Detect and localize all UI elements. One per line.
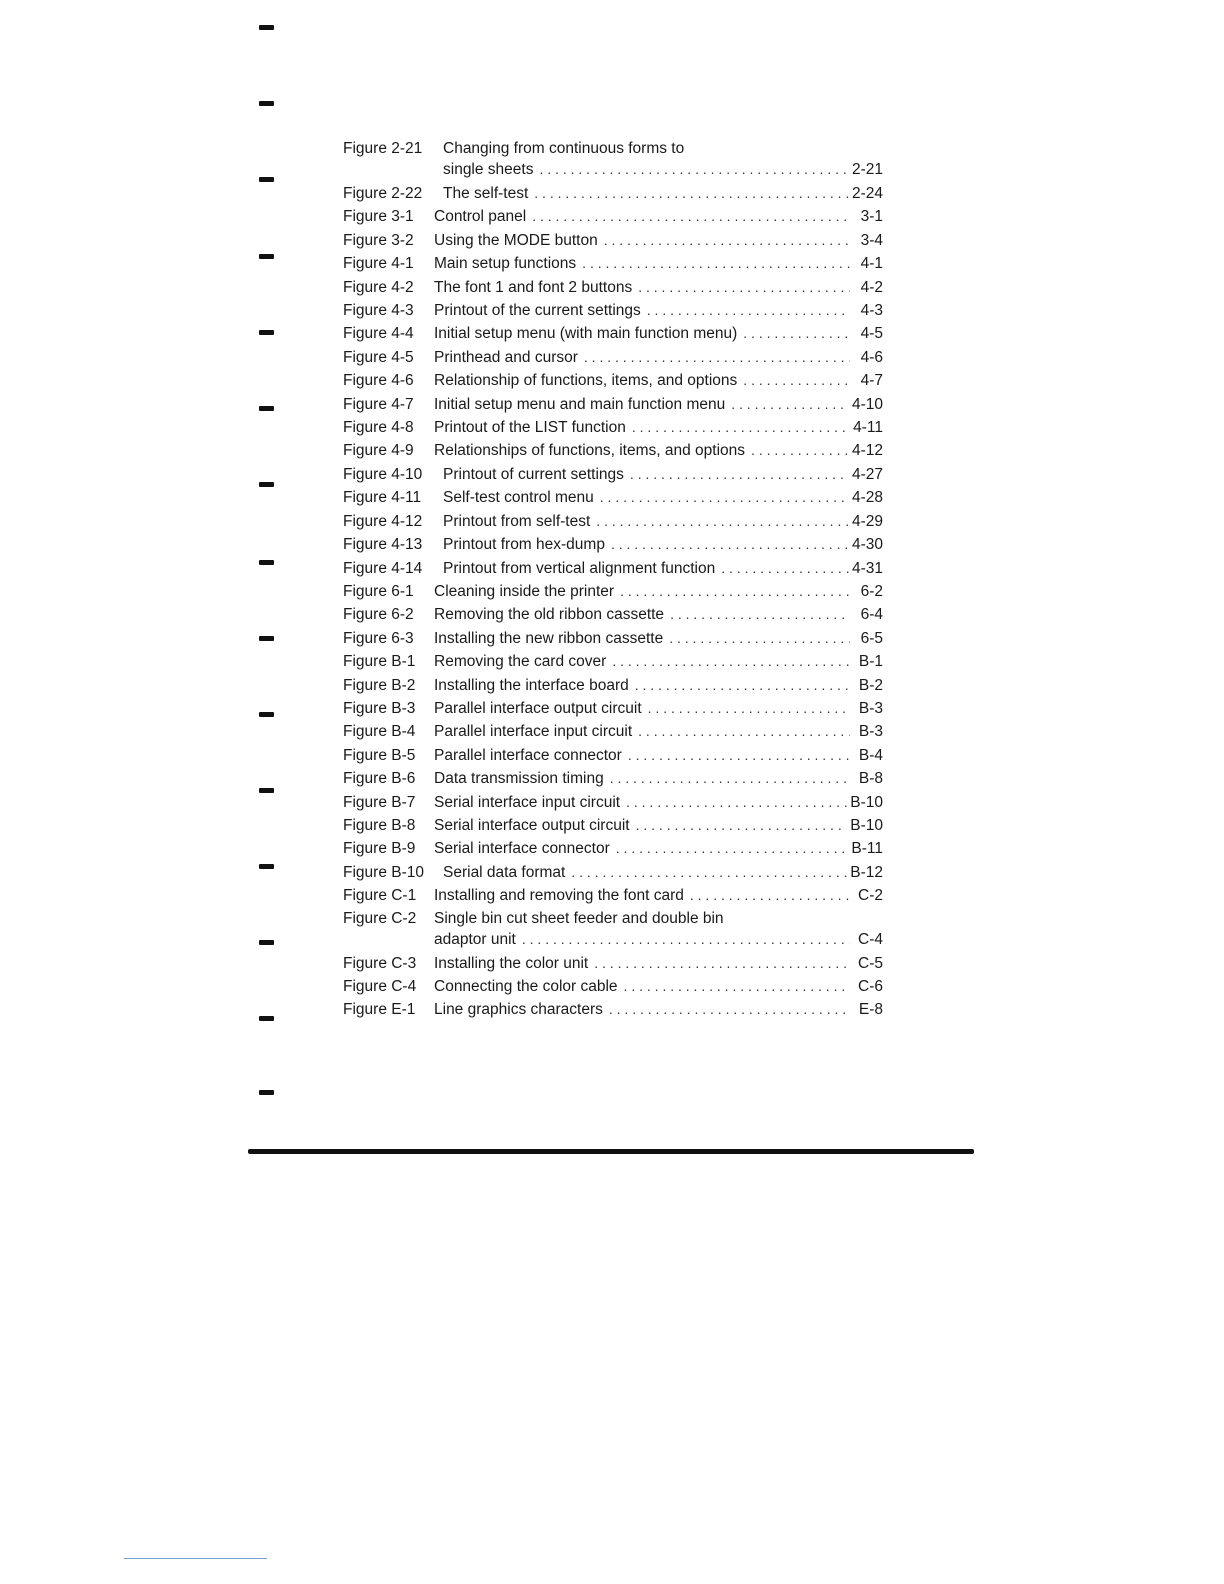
- list-item: [343, 138, 883, 182]
- dot-leader: [648, 697, 850, 720]
- page-number: C-5: [858, 954, 883, 972]
- binder-mark: [259, 636, 274, 641]
- figure-number: Figure 4-12: [343, 512, 423, 530]
- figure-title: Using the MODE button: [434, 231, 598, 249]
- figure-number: Figure B-1: [343, 653, 416, 671]
- figure-title: Printout of current settings: [443, 465, 624, 483]
- dot-leader: [743, 322, 850, 345]
- figure-number: Figure B-4: [343, 723, 416, 741]
- list-item: [343, 486, 883, 509]
- list-item: [343, 205, 883, 228]
- dot-leader: [632, 416, 850, 439]
- binder-mark: [259, 177, 274, 182]
- page-number: 3-1: [860, 208, 883, 226]
- dot-leader: [690, 884, 850, 907]
- page-number: B-3: [858, 699, 883, 717]
- list-item: [343, 720, 883, 743]
- dot-leader: [600, 486, 849, 509]
- dot-leader: [594, 952, 850, 975]
- figure-title: The self-test: [443, 185, 529, 202]
- list-item: [343, 884, 883, 907]
- figure-number: Figure 3-1: [343, 208, 414, 226]
- figure-title: Changing from continuous forms to: [443, 140, 685, 157]
- dot-leader: [611, 533, 849, 556]
- page-number: 2-24: [851, 185, 883, 202]
- figure-number: Figure B-6: [343, 770, 416, 788]
- list-item: [343, 627, 883, 650]
- binder-mark: [259, 788, 274, 793]
- list-item: [343, 580, 883, 603]
- figure-title: Initial setup menu and main function menu: [434, 395, 726, 413]
- figure-title: Installing and removing the font card: [434, 887, 684, 905]
- list-item: [343, 322, 883, 345]
- figure-title: Removing the card cover: [434, 653, 607, 671]
- list-item: [343, 861, 883, 884]
- list-item: [343, 814, 883, 837]
- figure-number: Figure 4-11: [343, 489, 422, 507]
- figure-title: Printhead and cursor: [434, 348, 578, 366]
- dot-leader: [721, 557, 849, 580]
- list-item: [343, 276, 883, 299]
- list-item: [343, 533, 883, 556]
- figure-title: Installing the new ribbon cassette: [434, 629, 664, 647]
- figure-number: Figure B-9: [343, 840, 416, 858]
- dot-leader: [604, 229, 850, 252]
- dot-leader: [532, 205, 850, 228]
- page-number: B-2: [858, 676, 883, 694]
- list-item: [343, 252, 883, 275]
- page-number: C-6: [858, 978, 883, 995]
- binder-mark: [259, 560, 274, 565]
- page-number: 4-27: [851, 465, 883, 483]
- figure-title: Removing the old ribbon cassette: [434, 606, 665, 624]
- page-number: B-8: [858, 770, 883, 788]
- figure-number: Figure C-4: [343, 978, 417, 995]
- figure-title: The font 1 and font 2 buttons: [434, 278, 633, 296]
- list-of-figures: [343, 138, 883, 1022]
- page-number: 4-6: [860, 348, 883, 366]
- list-item: [343, 557, 883, 580]
- page-number: 4-1: [860, 255, 883, 273]
- figure-title: Printout from vertical alignment function: [443, 559, 716, 577]
- figure-number: Figure 2-21: [343, 140, 423, 157]
- binder-mark: [259, 940, 274, 945]
- figure-title: Printout from hex-dump: [443, 536, 605, 554]
- page-number: 4-12: [851, 442, 883, 460]
- figure-number: Figure C-2: [343, 909, 417, 927]
- dot-leader: [609, 998, 850, 1021]
- figure-number: Figure 4-6: [343, 372, 414, 390]
- list-item: [343, 182, 883, 205]
- figure-title: Parallel interface input circuit: [434, 723, 633, 741]
- page-number: 6-2: [860, 582, 883, 600]
- list-item: [343, 416, 883, 439]
- list-item: [343, 791, 883, 814]
- binder-mark: [259, 330, 274, 335]
- figure-title: Relationships of functions, items, and options: [434, 442, 746, 460]
- figure-title-continued: adaptor unit: [434, 930, 516, 948]
- dot-leader: [596, 510, 849, 533]
- page-number: 6-5: [860, 629, 883, 647]
- list-item: [343, 837, 883, 860]
- figure-number: Figure 4-14: [343, 559, 423, 577]
- figure-title: Cleaning inside the printer: [434, 582, 615, 600]
- dot-leader: [616, 837, 849, 860]
- list-item: [343, 975, 883, 998]
- figure-title: Main setup functions: [434, 255, 577, 273]
- dot-leader: [624, 975, 850, 998]
- figure-number: Figure 4-5: [343, 348, 414, 366]
- dot-leader: [751, 439, 849, 462]
- dot-leader: [584, 346, 850, 369]
- figure-title: Parallel interface output circuit: [434, 699, 642, 717]
- figure-number: Figure 4-4: [343, 325, 414, 343]
- dot-leader: [743, 369, 850, 392]
- figure-number: Figure 4-9: [343, 442, 414, 460]
- page-number: 4-5: [860, 325, 883, 343]
- dot-leader: [630, 463, 849, 486]
- figure-title: Printout from self-test: [443, 512, 591, 530]
- page-number: 4-11: [853, 419, 883, 437]
- binder-margin-marks: [259, 0, 279, 1120]
- figure-number: Figure 4-8: [343, 419, 414, 437]
- list-item: [343, 908, 883, 952]
- page-number: 4-10: [851, 395, 883, 413]
- figure-number: Figure 4-13: [343, 536, 423, 554]
- figure-number: Figure 6-2: [343, 606, 414, 624]
- list-item: [343, 369, 883, 392]
- page-number: 3-4: [860, 231, 883, 249]
- list-item: [343, 603, 883, 626]
- binder-mark: [259, 712, 274, 717]
- dot-leader: [636, 814, 848, 837]
- binder-mark: [259, 101, 274, 106]
- dot-leader: [669, 627, 850, 650]
- binder-mark: [259, 864, 274, 869]
- figure-number: Figure B-3: [343, 699, 416, 717]
- figure-number: Figure 4-10: [343, 465, 423, 483]
- dot-leader: [571, 861, 847, 884]
- dot-leader: [620, 580, 850, 603]
- list-item: [343, 697, 883, 720]
- page-number: B-3: [858, 723, 883, 741]
- page-number: E-8: [858, 1001, 883, 1019]
- dot-leader: [670, 603, 850, 626]
- page-number: 4-29: [851, 512, 883, 530]
- binder-mark: [259, 1090, 274, 1095]
- figure-number: Figure B-7: [343, 793, 416, 811]
- binder-mark: [259, 1016, 274, 1021]
- figure-title: Installing the color unit: [434, 954, 589, 972]
- dot-leader: [638, 276, 850, 299]
- page-number: 4-7: [860, 372, 883, 390]
- list-item: [343, 463, 883, 486]
- figure-number: Figure 2-22: [343, 185, 423, 202]
- figure-number: Figure C-3: [343, 954, 417, 972]
- page-number: C-4: [858, 930, 883, 948]
- list-item: [343, 439, 883, 462]
- list-item: [343, 674, 883, 697]
- figure-number: Figure B-2: [343, 676, 416, 694]
- dot-leader: [534, 182, 849, 205]
- page-number: B-10: [850, 793, 883, 811]
- figure-number: Figure B-8: [343, 816, 416, 834]
- link-underline: [124, 1558, 267, 1559]
- figure-title: Serial interface output circuit: [434, 816, 630, 834]
- list-item: [343, 510, 883, 533]
- list-item: [343, 744, 883, 767]
- figure-title: Line graphics characters: [434, 1001, 603, 1019]
- figure-number: Figure C-1: [343, 887, 417, 905]
- list-item: [343, 767, 883, 790]
- footer-rule: [248, 1149, 974, 1154]
- figure-number: Figure B-5: [343, 746, 416, 764]
- page-number: B-11: [851, 840, 883, 858]
- binder-mark: [259, 406, 274, 411]
- figure-number: Figure 6-3: [343, 629, 414, 647]
- figure-title: Serial interface input circuit: [434, 793, 621, 811]
- page-number: B-12: [850, 863, 883, 881]
- binder-mark: [259, 25, 274, 30]
- page-number: 2-21: [851, 161, 883, 178]
- binder-mark: [259, 254, 274, 259]
- figure-title: Self-test control menu: [443, 489, 594, 507]
- figure-title: Serial data format: [443, 863, 566, 881]
- figure-title: Installing the interface board: [434, 676, 629, 694]
- dot-leader: [635, 674, 850, 697]
- figure-title: Single bin cut sheet feeder and double bin: [434, 909, 724, 927]
- dot-leader: [628, 744, 850, 767]
- figure-title: Connecting the color cable: [434, 978, 618, 995]
- list-item: [343, 952, 883, 975]
- dot-leader: [582, 252, 850, 275]
- figure-number: Figure 6-1: [343, 582, 414, 600]
- binder-mark: [259, 482, 274, 487]
- figure-title: Serial interface connector: [434, 840, 610, 858]
- page-number: B-1: [858, 653, 883, 671]
- figure-number: Figure 4-1: [343, 255, 414, 273]
- list-item: [343, 229, 883, 252]
- figure-title: Data transmission timing: [434, 770, 604, 788]
- figure-title: Parallel interface connector: [434, 746, 622, 764]
- page-number: 4-30: [851, 536, 883, 554]
- figure-title: Initial setup menu (with main function menu): [434, 325, 738, 343]
- page-number: 4-2: [860, 278, 883, 296]
- figure-number: Figure E-1: [343, 1001, 416, 1019]
- dot-leader: [522, 929, 850, 950]
- figure-number: Figure 4-3: [343, 302, 414, 320]
- page-number: 4-3: [860, 302, 883, 320]
- page-number: C-2: [858, 887, 883, 905]
- list-item: [343, 299, 883, 322]
- figure-title: Relationship of functions, items, and options: [434, 372, 738, 390]
- figure-number: Figure B-10: [343, 863, 424, 881]
- figure-number: Figure 4-2: [343, 278, 414, 296]
- page-number: 6-4: [860, 606, 883, 624]
- page-number: B-4: [858, 746, 883, 764]
- figure-title: Printout of the LIST function: [434, 419, 626, 437]
- list-item: [343, 998, 883, 1021]
- dot-leader: [612, 650, 850, 673]
- page-number: B-10: [850, 816, 883, 834]
- dot-leader: [647, 299, 850, 322]
- dot-leader: [626, 791, 847, 814]
- figure-number: Figure 4-7: [343, 395, 414, 413]
- page-number: 4-31: [851, 559, 883, 577]
- list-item: [343, 650, 883, 673]
- list-item: [343, 393, 883, 416]
- list-item: [343, 346, 883, 369]
- figure-title: Printout of the current settings: [434, 302, 641, 320]
- figure-title: Control panel: [434, 208, 527, 226]
- dot-leader: [731, 393, 849, 416]
- dot-leader: [539, 159, 848, 180]
- figure-number: Figure 3-2: [343, 231, 414, 249]
- page-number: 4-28: [851, 489, 883, 507]
- dot-leader: [610, 767, 850, 790]
- figure-title-continued: single sheets: [443, 161, 534, 178]
- dot-leader: [638, 720, 850, 743]
